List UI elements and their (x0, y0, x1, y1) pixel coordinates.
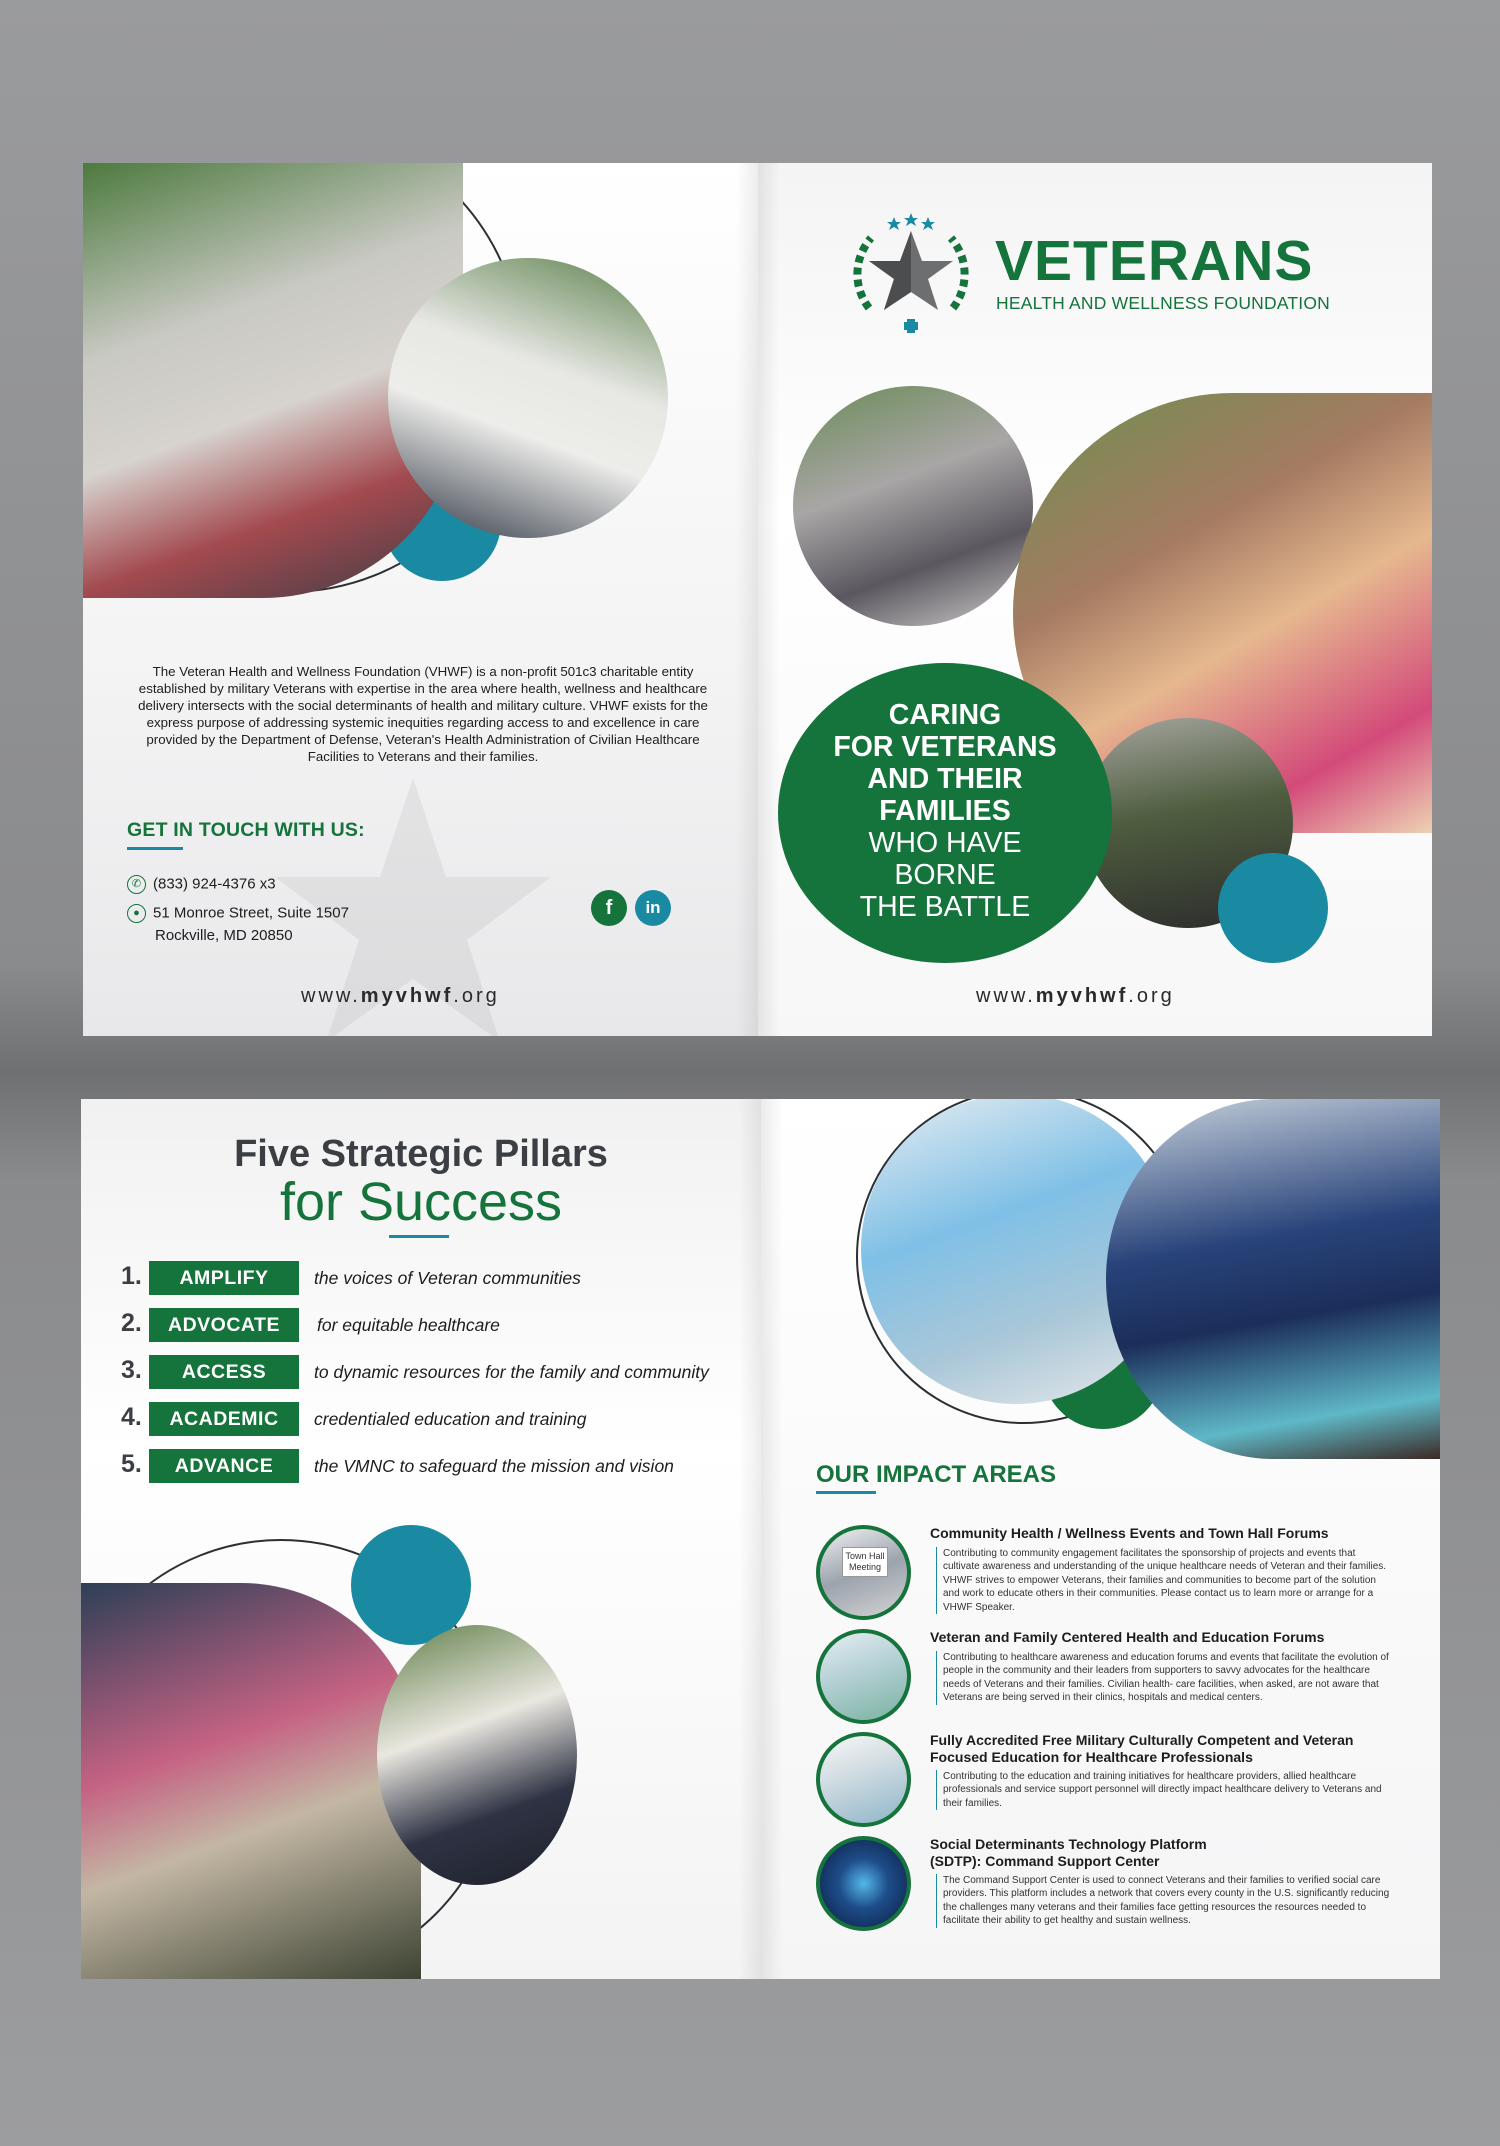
linkedin-icon[interactable]: in (635, 890, 671, 926)
area-heading: Social Determinants Technology Platform (SDTP): Command Support Center (930, 1836, 1207, 1869)
cover-left-panel (83, 163, 758, 1036)
phone-row[interactable] (127, 875, 276, 894)
healthcare-professionals-icon (816, 1732, 911, 1827)
impact-title: OUR IMPACT AREAS (816, 1461, 1056, 1488)
title-underline (389, 1235, 449, 1238)
pillar-label: ADVANCE (149, 1449, 299, 1483)
town-hall-icon (816, 1525, 911, 1620)
caring-tagline: CARING FOR VETERANS AND THEIR FAMILIES WHO HAVE BORNE THE BATTLE (833, 699, 1057, 923)
pillars-panel: Five Strategic Pillars for Success 1. AMPLIFY the voices of Veteran communities 2. ADVOCATE for equitable healthcare 3. ACCESS to dynamic resources for the family and community 4. ACADEMIC credentialed education and training 5. ADVANCE the VMNC to safeguard the mission and vision (81, 1099, 761, 1979)
education-forum-icon (816, 1629, 911, 1724)
pillar-text: the VMNC to safeguard the mission and vision (314, 1456, 674, 1476)
pillar-label: ACADEMIC (149, 1402, 299, 1436)
impact-panel (761, 1099, 1440, 1979)
fold-shadow (758, 163, 780, 1036)
teal-accent-circle (1218, 853, 1328, 963)
navy-sailors-photo (388, 258, 668, 538)
pillar-text: for equitable healthcare (317, 1315, 500, 1335)
phone-text: (833) 924-4376 x3 (153, 875, 276, 893)
area-heading: Fully Accredited Free Military Culturally Competent and Veteran Focused Education for Healthcare Professionals (930, 1732, 1354, 1765)
phone-icon: ✆ (127, 875, 146, 894)
location-pin-icon: ● (127, 904, 146, 923)
website-url[interactable]: www.myvhwf.org (301, 985, 500, 1007)
pillar-text: the voices of Veteran communities (314, 1268, 581, 1288)
area-heading: Community Health / Wellness Events and Town Hall Forums (930, 1525, 1329, 1541)
address-line1: 51 Monroe Street, Suite 1507 (153, 904, 349, 922)
teal-accent-circle (351, 1525, 471, 1645)
cover-right-panel (758, 163, 1432, 1036)
pillar-text: credentialed education and training (314, 1409, 587, 1429)
pillar-label: ADVOCATE (149, 1308, 299, 1342)
town-hall-sign: Town Hall Meeting (842, 1547, 888, 1577)
veterans-star-logo-icon (841, 203, 981, 335)
veterans-uniform-group-photo (377, 1625, 577, 1885)
address-line2: Rockville, MD 20850 (155, 927, 293, 944)
family-walking-photo (793, 386, 1033, 626)
pillars-title: Five Strategic Pillars (234, 1133, 608, 1175)
pillar-label: AMPLIFY (149, 1261, 299, 1295)
pillar-label: ACCESS (149, 1355, 299, 1389)
pillar-text: to dynamic resources for the family and community (314, 1362, 709, 1382)
contact-heading: GET IN TOUCH WITH US: (127, 819, 365, 841)
area-body: The Command Support Center is used to connect Veterans and their families to verified social care providers. This platform includes a network that covers every county in the U.S. significantly reducing the challenges many veterans and their families face getting resources the resources needed to facilitate their ability to get healthy and sustain wellness. (936, 1874, 1391, 1928)
area-heading: Veteran and Family Centered Health and Education Forums (930, 1629, 1325, 1645)
veterans-family-group-photo (81, 1583, 421, 1979)
title-underline (816, 1491, 876, 1494)
logo-subtitle: HEALTH AND WELLNESS FOUNDATION (996, 293, 1331, 313)
area-body: Contributing to healthcare awareness and education forums and events that facilitate the evolution of people in the community and their leaders from supporters to savvy advocates for the healthcare needs of Veterans and their families. Civilian health- care facilities, when asked, are not aware that Veterans are being served in their clinics, hospitals and medical centers. (936, 1651, 1391, 1705)
logo-title: VETERANS (995, 229, 1314, 293)
fold-shadow (761, 1099, 783, 1979)
area-body: Contributing to community engagement facilitates the sponsorship of projects and events that cultivate awareness and understanding of the unique healthcare needs of Veteran and their families. VHWF strives to empower Veterans, their families and communities to become part of the solution and work to educate others in their communities. Please contact us to learn more or arrange for a VHWF Speaker. (936, 1547, 1391, 1614)
area-body: Contributing to the education and training initiatives for healthcare providers, allied healthcare professionals and service support personnel will directly impact healthcare delivery to Veterans and their families. (936, 1770, 1391, 1810)
speaker-microphone-photo (1106, 1099, 1440, 1459)
about-paragraph: The Veteran Health and Wellness Foundation (VHWF) is a non-profit 501c3 charitable entity established by military Veterans with expertise in the area where health, wellness and healthcare delivery intersects with the social determinants of health and military culture. VHWF exists for the express purpose of addressing systemic inequities regarding access to and excellence in care provided by the Department of Defense, Veteran's Health Administration of Civilian Healthcare Facilities to Veterans and their families. (138, 664, 708, 764)
website-url[interactable]: www.myvhwf.org (976, 985, 1175, 1007)
facebook-icon[interactable]: f (591, 890, 627, 926)
heading-underline (127, 847, 183, 850)
pillars-subtitle: for Success (279, 1172, 563, 1232)
address-row (127, 904, 349, 923)
fold-shadow (736, 163, 758, 1036)
technology-platform-icon (816, 1836, 911, 1931)
